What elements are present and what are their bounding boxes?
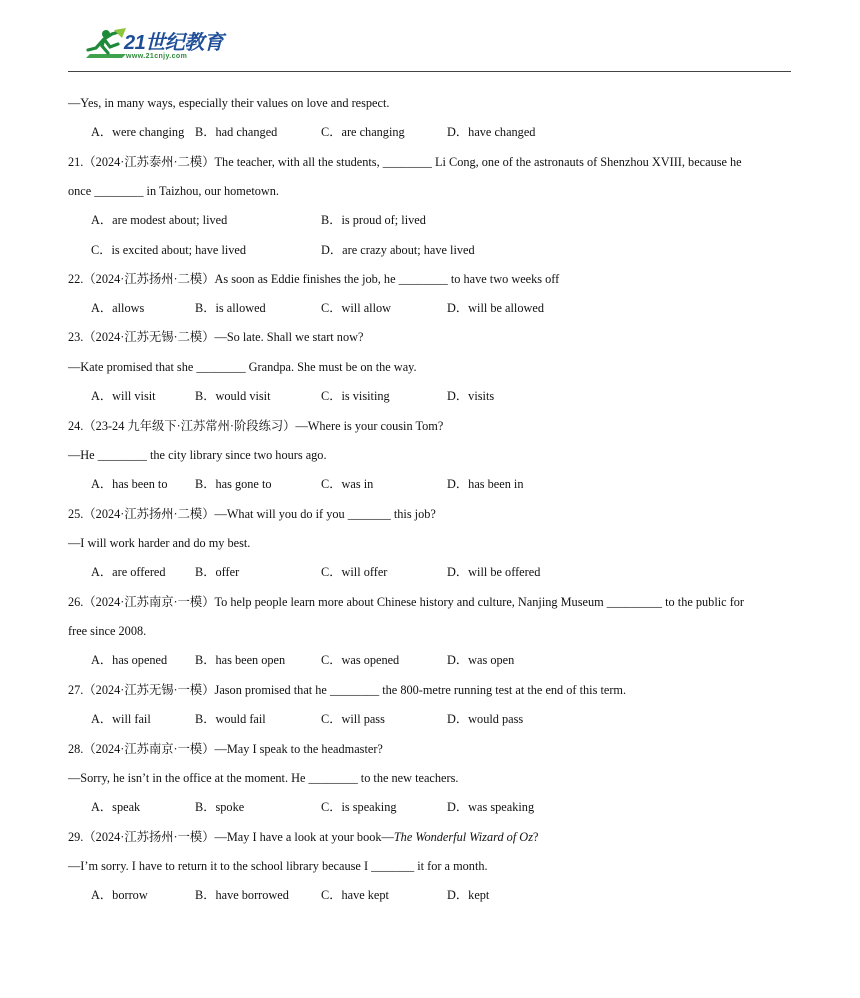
option-b[interactable]: B．would visit <box>195 389 271 403</box>
question-29-stem <box>68 829 538 845</box>
option-a[interactable]: A．has opened <box>91 653 168 667</box>
option-b[interactable]: B．is allowed <box>195 301 266 315</box>
header-divider <box>68 71 791 72</box>
option-a[interactable]: A．borrow <box>91 888 148 902</box>
question-24-stem-cont: —He ________ the city library since two hours ago. <box>68 448 327 462</box>
option-b[interactable]: B．had changed <box>195 125 278 139</box>
question-26-stem: 26.（2024·江苏南京·一模）To help people learn more about Chinese history and culture, Nanjing Museum _________ to the public for <box>68 595 745 609</box>
option-d[interactable]: D．would pass <box>447 712 524 726</box>
option-b[interactable]: B．has gone to <box>195 477 272 491</box>
option-d[interactable]: D．was speaking <box>447 800 535 814</box>
option-c[interactable]: C．have kept <box>321 888 389 902</box>
option-b[interactable]: B．offer <box>195 565 240 579</box>
option-a[interactable]: A．speak <box>91 800 141 814</box>
option-c[interactable]: C．are changing <box>321 125 405 139</box>
option-d[interactable]: D．has been in <box>447 477 524 491</box>
question-26-stem-cont: free since 2008. <box>68 624 147 638</box>
option-d[interactable]: D．have changed <box>447 125 536 139</box>
option-d[interactable]: D．will be offered <box>447 565 541 579</box>
option-b[interactable]: B．is proud of; lived <box>321 213 426 227</box>
option-b[interactable]: B．spoke <box>195 800 245 814</box>
option-d[interactable]: D．kept <box>447 888 490 902</box>
page-header <box>0 0 860 80</box>
question-29-stem-end: ? <box>532 830 539 844</box>
option-a[interactable]: A．allows <box>91 301 145 315</box>
question-20-answer: —Yes, in many ways, especially their values on love and respect. <box>68 96 390 110</box>
question-22-stem: 22.（2024·江苏扬州·二模）As soon as Eddie finishes the job, he ________ to have two weeks off <box>68 272 560 286</box>
book-title: The Wonderful Wizard of Oz <box>393 830 533 844</box>
brand-url: www.21cnjy.com <box>126 53 188 60</box>
option-c[interactable]: C．was in <box>321 477 374 491</box>
question-25-stem: 25.（2024·江苏扬州·二模）—What will you do if you _______ this job? <box>68 507 436 521</box>
brand-logo-text: 21世纪教育 <box>124 32 224 54</box>
question-23-stem: 23.（2024·江苏无锡·二模）—So late. Shall we start now? <box>68 330 364 344</box>
question-25-stem-cont: —I will work harder and do my best. <box>68 536 251 550</box>
runner-logo-icon <box>82 28 128 64</box>
option-a[interactable]: A．are modest about; lived <box>91 213 228 227</box>
option-b[interactable]: B．have borrowed <box>195 888 289 902</box>
option-d[interactable]: D．will be allowed <box>447 301 544 315</box>
option-d[interactable]: D．are crazy about; have lived <box>321 243 475 257</box>
option-c[interactable]: C．will allow <box>321 301 392 315</box>
option-d[interactable]: D．was open <box>447 653 515 667</box>
option-c[interactable]: C．will offer <box>321 565 388 579</box>
question-23-stem-cont: —Kate promised that she ________ Grandpa. She must be on the way. <box>68 360 417 374</box>
option-c[interactable]: C．is visiting <box>321 389 390 403</box>
option-a[interactable]: A．were changing <box>91 125 185 139</box>
option-a[interactable]: A．will visit <box>91 389 156 403</box>
option-a[interactable]: A．will fail <box>91 712 151 726</box>
option-c[interactable]: C．is speaking <box>321 800 397 814</box>
question-27-stem: 27.（2024·江苏无锡·一模）Jason promised that he ________ the 800-metre running test at the end of this term. <box>68 683 627 697</box>
option-a[interactable]: A．has been to <box>91 477 168 491</box>
option-c[interactable]: C．was opened <box>321 653 400 667</box>
option-a[interactable]: A．are offered <box>91 565 166 579</box>
question-21-stem: 21.（2024·江苏泰州·二模）The teacher, with all the students, ________ Li Cong, one of the astronauts of Shenzhou XVIII, because he <box>68 155 742 169</box>
question-24-stem: 24.（23-24 九年级下·江苏常州·阶段练习）—Where is your cousin Tom? <box>68 419 444 433</box>
question-21-stem-cont: once ________ in Taizhou, our hometown. <box>68 184 279 198</box>
option-d[interactable]: D．visits <box>447 389 495 403</box>
option-b[interactable]: B．has been open <box>195 653 286 667</box>
question-29-stem-text: 29.（2024·江苏扬州·一模）—May I have a look at your book— <box>68 830 394 844</box>
option-c[interactable]: C．is excited about; have lived <box>91 243 247 257</box>
question-28-stem: 28.（2024·江苏南京·一模）—May I speak to the headmaster? <box>68 742 383 756</box>
question-29-stem-cont: —I’m sorry. I have to return it to the school library because I _______ it for a month. <box>68 859 488 873</box>
option-c[interactable]: C．will pass <box>321 712 385 726</box>
option-b[interactable]: B．would fail <box>195 712 266 726</box>
question-28-stem-cont: —Sorry, he isn’t in the office at the moment. He ________ to the new teachers. <box>68 771 459 785</box>
